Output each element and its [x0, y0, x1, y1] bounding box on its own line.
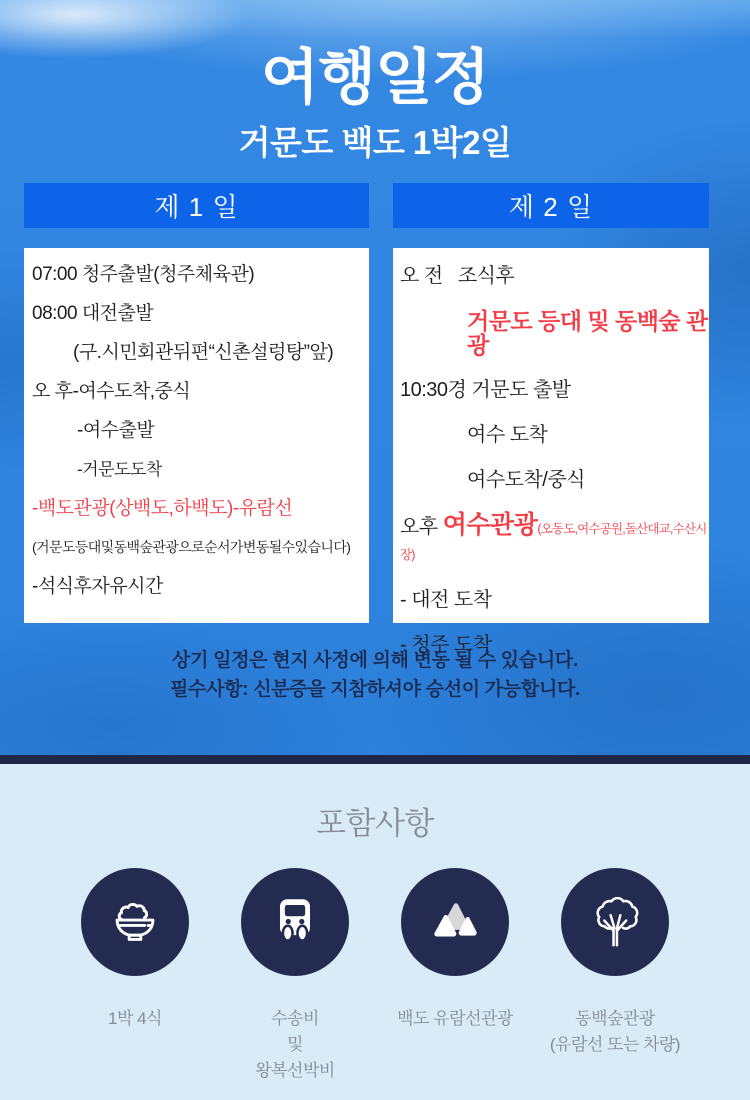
itinerary-text: 07:00 청주출발(청주체육관) [32, 264, 255, 285]
included-item-label: 백도 유람선관광 [397, 1009, 513, 1028]
itinerary-line [24, 263, 369, 286]
itinerary-line [393, 378, 709, 402]
page-subtitle: 거문도 백도 1박2일 [238, 124, 512, 161]
itinerary-text: (오동도,여수공원,돌산대교,수산시장) [400, 522, 707, 562]
included-item-label: 동백숲관광 (유람선 또는 차량) [549, 1009, 681, 1054]
itinerary-text: 10:30경 거문도 출발 [400, 379, 571, 401]
itinerary-text: 오 후-여수도착,중식 [32, 381, 191, 402]
itinerary-text: - 청주 도착 [400, 634, 492, 656]
itinerary-line [24, 380, 369, 403]
included-item-label: 수송비 및 왕복선박비 [255, 1009, 335, 1080]
itinerary-line [24, 575, 369, 598]
day1-box [24, 248, 369, 623]
itinerary-line [24, 419, 369, 442]
mountains-icon [401, 868, 509, 976]
notes [0, 646, 750, 704]
itinerary-line [393, 588, 709, 612]
itinerary-line [393, 264, 709, 288]
included-item [375, 868, 535, 1084]
itinerary-line [24, 497, 369, 520]
rice-bowl-icon [81, 868, 189, 976]
note-line: 필수사항: 신분증을 지참하셔야 승선이 가능합니다. [169, 679, 581, 700]
itinerary-line [24, 536, 369, 559]
page-title: 여행일정 [261, 44, 489, 111]
itinerary-text: 여수관광 [442, 511, 538, 539]
included-item [215, 868, 375, 1084]
tree-icon [561, 868, 669, 976]
included-section [0, 764, 750, 1100]
itinerary-text: (구.시민회관뒤편“신촌설렁탕”앞) [73, 342, 334, 363]
itinerary-text: (거문도등대및동백숲관광으로순서가변동될수있습니다) [32, 539, 351, 555]
included-item-label: 1박 4식 [108, 1009, 162, 1028]
itinerary-line [24, 341, 369, 364]
itinerary-text: 거문도 등대 및 동백숲 관광 [467, 308, 708, 358]
itinerary-line [24, 302, 369, 325]
itinerary-text: -거문도도착 [77, 460, 162, 479]
included-item [55, 868, 215, 1084]
included-heading: 포함사항 [316, 806, 434, 841]
itinerary-text: -석식후자유시간 [32, 576, 163, 597]
itinerary-text: - 대전 도착 [400, 589, 492, 611]
itinerary-line [393, 513, 709, 567]
note-line: 상기 일정은 현지 사정에 의해 변동 될 수 있습니다. [172, 650, 578, 671]
itinerary-line [393, 423, 709, 447]
itinerary-text: -여수출발 [77, 420, 155, 441]
section-divider [0, 755, 750, 764]
itinerary-text: 여수도착/중식 [467, 469, 585, 491]
included-item [535, 868, 695, 1084]
itinerary-line [393, 468, 709, 492]
itinerary-line [393, 309, 709, 357]
day2-box [393, 248, 709, 656]
bus-icon [241, 868, 349, 976]
itinerary-text: 여수 도착 [467, 424, 548, 446]
day2-header: 제 2 일 [393, 183, 709, 228]
itinerary-text: 08:00 대전출발 [32, 303, 154, 324]
itinerary-text: 오후 [400, 516, 443, 538]
itinerary-text: -백도관광(상백도,하백도)-유람선 [32, 498, 293, 519]
included-items-row [0, 868, 750, 1084]
itinerary-line [24, 458, 369, 481]
day1-header: 제 1 일 [24, 183, 369, 228]
itinerary-text: 오 전 조식후 [400, 265, 515, 287]
